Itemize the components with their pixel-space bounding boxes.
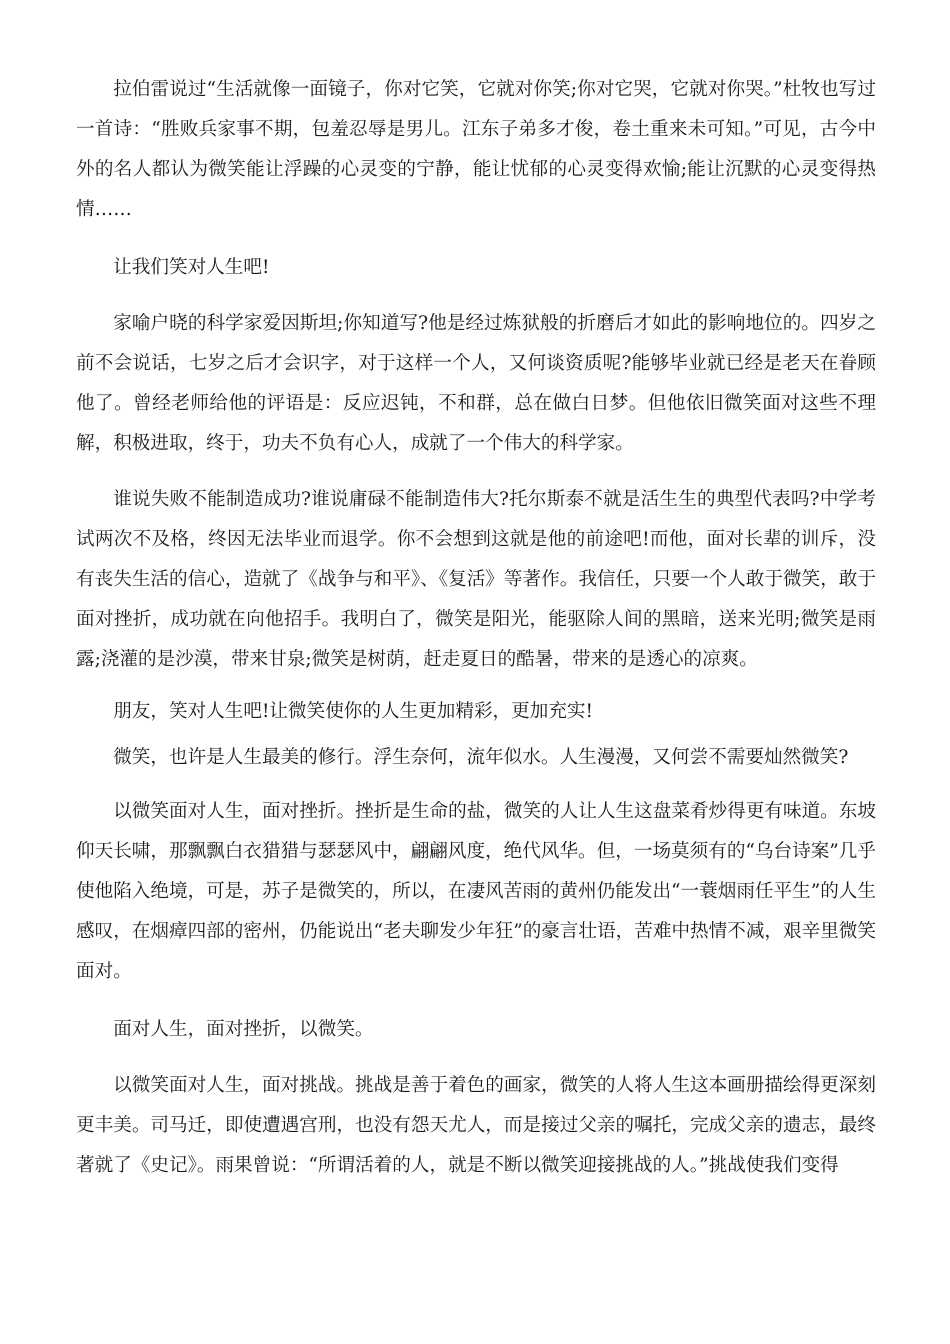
paragraph-face-setbacks: 面对人生，面对挫折，以微笑。 — [113, 1019, 374, 1040]
paragraph-smile-at-life: 让我们笑对人生吧! — [113, 257, 270, 278]
paragraph-einstein: 家喻户晓的科学家爱因斯坦;你知道写?他是经过炼狱般的折磨后才如此的影响地位的。四岁之前不会说话，七岁之后才会识字，对于这样一个人，又何谈资质呢?能够毕业就已经是老天在眷顾他了。曾经老师给他的评语是：反应迟钝，不和群，总在做白日梦。但他依旧微笑面对这些不理解，积极进取，终于，功夫不负有心人，成就了一个伟大的科学家。 — [76, 313, 876, 454]
paragraph-rabelais-dumu: 拉伯雷说过“生活就像一面镜子，你对它笑，它就对你笑;你对它哭，它就对你哭。”杜牧也写过一首诗：“胜败兵家事不期，包羞忍辱是男儿。江东子弟多才俊，卷土重来未可知。”可见，古今中外的名人都认为微笑能让浮躁的心灵变的宁静，能让忧郁的心灵变得欢愉;能让沉默的心灵变得热情…… — [76, 79, 876, 220]
paragraph-sima-qian: 以微笑面对人生，面对挑战。挑战是善于着色的画家，微笑的人将人生这本画册描绘得更深刻更丰美。司马迁，即使遭遇宫刑，也没有怨天尤人，而是接过父亲的嘱托，完成父亲的遗志，最终著就了《史记》。雨果曾说：“所谓活着的人，就是不断以微笑迎接挑战的人。”挑战使我们变得 — [76, 1075, 876, 1176]
paragraph-friend-smile: 朋友，笑对人生吧!让微笑使你的人生更加精彩，更加充实! — [113, 701, 593, 722]
paragraph-su-dongpo: 以微笑面对人生，面对挫折。挫折是生命的盐，微笑的人让人生这盘菜肴炒得更有味道。东坡仰天长啸，那飘飘白衣猎猎与瑟瑟风中，翩翩风度，绝代风华。但，一场莫须有的“乌台诗案”几乎使他陷入绝境，可是，苏子是微笑的，所以，在凄风苦雨的黄州仍能发出“一蓑烟雨任平生”的人生感叹，在烟瘴四部的密州，仍能说出“老夫聊发少年狂”的豪言壮语，苦难中热情不减，艰辛里微笑面对。 — [76, 801, 876, 982]
paragraph-tolstoy: 谁说失败不能制造成功?谁说庸碌不能制造伟大?托尔斯泰不就是活生生的典型代表吗?中学考试两次不及格，终因无法毕业而退学。你不会想到这就是他的前途吧!而他，面对长辈的训斥，没有丧失生活的信心，造就了《战争与和平》、《复活》等著作。我信任，只要一个人敢于微笑，敢于面对挫折，成功就在向他招手。我明白了，微笑是阳光，能驱除人间的黑暗，送来光明;微笑是雨露;浇灌的是沙漠，带来甘泉;微笑是树荫，赶走夏日的酷暑，带来的是透心的凉爽。 — [76, 489, 876, 670]
paragraph-smile-practice: 微笑，也许是人生最美的修行。浮生奈何，流年似水。人生漫漫，又何尝不需要灿然微笑? — [113, 747, 849, 768]
document-page — [76, 70, 876, 1186]
